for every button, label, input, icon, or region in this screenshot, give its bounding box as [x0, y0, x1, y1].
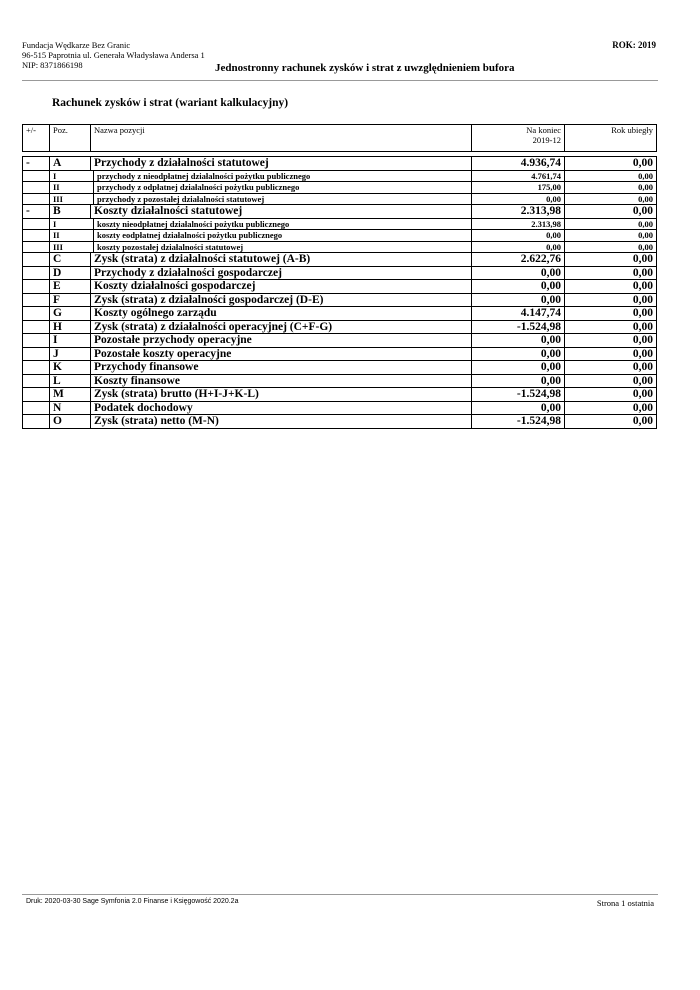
sub-position-name: przychody z odpłatnej działalności pożytku publicznego	[97, 182, 300, 192]
previous-value: 0,00	[565, 320, 657, 334]
sign-cell	[23, 361, 50, 375]
table-subrow	[23, 218, 657, 230]
sign-cell	[23, 218, 50, 230]
position-name	[50, 182, 472, 194]
position-code: O	[50, 415, 91, 429]
sign-cell	[23, 347, 50, 361]
previous-value: 0,00	[565, 218, 657, 230]
table-row	[23, 307, 657, 321]
sub-position-code: II	[50, 230, 94, 241]
sign-cell	[23, 415, 50, 429]
position-name: Zysk (strata) z działalności statutowej (A-B)	[91, 253, 472, 267]
table-row	[23, 320, 657, 334]
current-value: 2.622,76	[472, 253, 565, 267]
table-row	[23, 280, 657, 294]
position-name	[50, 193, 472, 205]
current-value: 0,00	[472, 347, 565, 361]
previous-value: 0,00	[565, 157, 657, 171]
sign-cell	[23, 266, 50, 280]
sub-position-code: II	[50, 182, 94, 193]
sub-position-code: I	[50, 171, 94, 182]
col-current-header: Na koniec 2019-12	[472, 125, 565, 152]
company-nip: NIP: 8371866198	[22, 60, 83, 70]
position-name	[50, 218, 472, 230]
table-row	[23, 253, 657, 267]
col-poz-header: Poz.	[50, 125, 91, 152]
current-value: 4.761,74	[472, 170, 565, 182]
position-code: D	[50, 266, 91, 280]
previous-value: 0,00	[565, 280, 657, 294]
previous-value: 0,00	[565, 205, 657, 219]
company-info	[22, 40, 205, 70]
position-code: G	[50, 307, 91, 321]
sub-position-name: przychody z nieodpłatnej działalności pożytku publicznego	[97, 170, 311, 181]
current-value: 0,00	[472, 374, 565, 388]
sub-position-code: III	[50, 242, 94, 253]
position-code: K	[50, 361, 91, 375]
position-code: A	[50, 157, 91, 171]
current-value: 0,00	[472, 193, 565, 205]
current-value: -1.524,98	[472, 320, 565, 334]
sign-cell	[23, 230, 50, 242]
sub-position-code: III	[50, 194, 94, 205]
footer-divider	[22, 894, 658, 895]
report-year: ROK: 2019	[612, 40, 656, 50]
page-number: Strona 1 ostatnia	[596, 898, 654, 908]
sub-position-code: I	[50, 219, 94, 230]
position-name	[50, 230, 472, 242]
sign-cell	[23, 293, 50, 307]
company-name: Fundacja Wędkarze Bez Granic	[22, 40, 131, 50]
table-subrow	[23, 241, 657, 253]
table-row	[23, 415, 657, 429]
previous-value: 0,00	[565, 347, 657, 361]
current-value: 175,00	[472, 182, 565, 194]
sign-cell: -	[23, 205, 50, 219]
current-value: 4.147,74	[472, 307, 565, 321]
previous-value: 0,00	[565, 230, 657, 242]
col-previous-header: Rok ubiegły	[565, 125, 657, 152]
header-divider	[22, 80, 658, 81]
sign-cell	[23, 182, 50, 194]
position-code: L	[50, 374, 91, 388]
previous-value: 0,00	[565, 253, 657, 267]
sign-cell	[23, 307, 50, 321]
table-row	[23, 401, 657, 415]
table-row	[23, 205, 657, 219]
table-subrow	[23, 182, 657, 194]
position-code: F	[50, 293, 91, 307]
sub-position-name: koszty eodpłatnej działalności pożytku publicznego	[97, 230, 283, 240]
report-title: Jednostronny rachunek zysków i strat z uwzględnieniem bufora	[215, 62, 515, 74]
previous-value: 0,00	[565, 401, 657, 415]
previous-value: 0,00	[565, 388, 657, 402]
table-subrow	[23, 230, 657, 242]
company-address: 96-515 Paprotnia ul. Generała Władysława Andersa 1	[22, 50, 205, 60]
position-name: Koszty działalności gospodarczej	[91, 280, 472, 294]
table-row	[23, 347, 657, 361]
table-header-row	[23, 125, 657, 152]
print-info: Druk: 2020-03-30 Sage Symfonia 2.0 Finanse i Księgowość 2020.2a	[26, 898, 239, 905]
position-name	[50, 241, 472, 253]
table-row	[23, 361, 657, 375]
position-code: J	[50, 347, 91, 361]
current-value: 0,00	[472, 266, 565, 280]
table-row	[23, 293, 657, 307]
sub-position-name: przychody z pozostałej działalności statutowej	[97, 193, 265, 204]
position-name: Koszty finansowe	[91, 374, 472, 388]
previous-value: 0,00	[565, 334, 657, 348]
position-name: Zysk (strata) z działalności operacyjnej (C+F-G)	[91, 320, 472, 334]
income-statement-table	[22, 124, 657, 429]
col-sign-header: +/-	[23, 125, 50, 152]
sign-cell	[23, 241, 50, 253]
current-value: 0,00	[472, 230, 565, 242]
current-value: 0,00	[472, 334, 565, 348]
current-value: -1.524,98	[472, 415, 565, 429]
sign-cell	[23, 280, 50, 294]
position-name: Pozostałe przychody operacyjne	[91, 334, 472, 348]
table-row	[23, 374, 657, 388]
table-row	[23, 388, 657, 402]
previous-value: 0,00	[565, 415, 657, 429]
position-name: Podatek dochodowy	[91, 401, 472, 415]
previous-value: 0,00	[565, 170, 657, 182]
current-value: 0,00	[472, 401, 565, 415]
position-name: Pozostałe koszty operacyjne	[91, 347, 472, 361]
sign-cell	[23, 170, 50, 182]
position-code: N	[50, 401, 91, 415]
position-code: E	[50, 280, 91, 294]
current-value: -1.524,98	[472, 388, 565, 402]
position-name: Przychody z działalności statutowej	[91, 157, 472, 171]
previous-value: 0,00	[565, 293, 657, 307]
position-name: Koszty działalności statutowej	[91, 205, 472, 219]
sign-cell	[23, 374, 50, 388]
current-value: 0,00	[472, 293, 565, 307]
position-code: M	[50, 388, 91, 402]
sign-cell	[23, 334, 50, 348]
position-name: Zysk (strata) netto (M-N)	[91, 415, 472, 429]
section-title: Rachunek zysków i strat (wariant kalkulacyjny)	[52, 97, 289, 109]
previous-value: 0,00	[565, 193, 657, 205]
current-value: 2.313,98	[472, 218, 565, 230]
previous-value: 0,00	[565, 361, 657, 375]
sign-cell	[23, 401, 50, 415]
sign-cell	[23, 253, 50, 267]
current-value: 0,00	[472, 241, 565, 253]
previous-value: 0,00	[565, 182, 657, 194]
position-name: Przychody z działalności gospodarczej	[91, 266, 472, 280]
sign-cell: -	[23, 157, 50, 171]
table-subrow	[23, 170, 657, 182]
previous-value: 0,00	[565, 374, 657, 388]
sub-position-name: koszty pozostałej działalności statutowej	[97, 241, 244, 252]
position-name: Zysk (strata) z działalności gospodarczej (D-E)	[91, 293, 472, 307]
position-code: I	[50, 334, 91, 348]
table-row	[23, 157, 657, 171]
current-value: 2.313,98	[472, 205, 565, 219]
previous-value: 0,00	[565, 241, 657, 253]
sign-cell	[23, 320, 50, 334]
position-code: B	[50, 205, 91, 219]
previous-value: 0,00	[565, 307, 657, 321]
position-code: H	[50, 320, 91, 334]
current-value: 4.936,74	[472, 157, 565, 171]
sign-cell	[23, 388, 50, 402]
sub-position-name: koszty nieodpłatnej działalności pożytku publicznego	[97, 218, 290, 229]
position-name: Zysk (strata) brutto (H+I-J+K-L)	[91, 388, 472, 402]
position-name: Przychody finansowe	[91, 361, 472, 375]
current-value: 0,00	[472, 361, 565, 375]
col-name-header: Nazwa pozycji	[91, 125, 472, 152]
position-code: C	[50, 253, 91, 267]
table-subrow	[23, 193, 657, 205]
position-name	[50, 170, 472, 182]
position-name: Koszty ogólnego zarządu	[91, 307, 472, 321]
table-row	[23, 334, 657, 348]
previous-value: 0,00	[565, 266, 657, 280]
sign-cell	[23, 193, 50, 205]
current-value: 0,00	[472, 280, 565, 294]
table-row	[23, 266, 657, 280]
